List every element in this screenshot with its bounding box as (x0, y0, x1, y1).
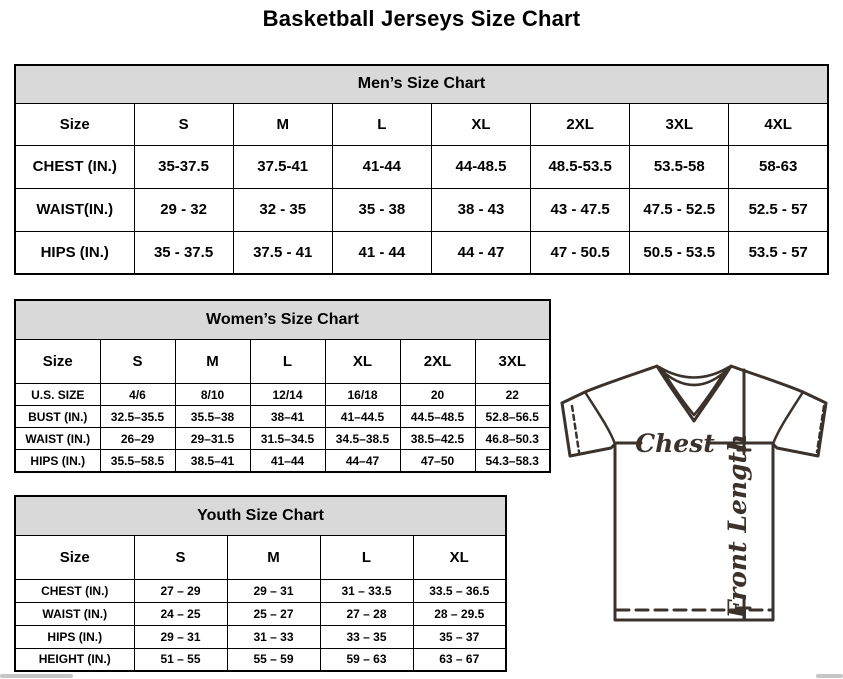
size-value-cell: 31 – 33 (227, 625, 320, 648)
size-value-cell: 46.8–50.3 (475, 428, 550, 450)
size-value-cell: 37.5 - 41 (233, 231, 332, 274)
size-value-cell: 38.5–41 (175, 450, 250, 472)
column-header: L (250, 339, 325, 383)
youth-size-table (14, 495, 507, 672)
size-value-cell: 12/14 (250, 383, 325, 405)
size-value-cell: 22 (475, 383, 550, 405)
size-value-cell: 43 - 47.5 (531, 188, 630, 231)
column-header: Size (15, 339, 100, 383)
size-value-cell: 35 - 37.5 (134, 231, 233, 274)
size-value-cell: 44-48.5 (431, 145, 530, 188)
size-value-cell: 41 - 44 (332, 231, 431, 274)
table-row (15, 602, 506, 625)
size-value-cell: 35.5–58.5 (100, 450, 175, 472)
size-value-cell: 35-37.5 (134, 145, 233, 188)
size-value-cell: 33 – 35 (320, 625, 413, 648)
size-value-cell: 4/6 (100, 383, 175, 405)
size-value-cell: 51 – 55 (134, 648, 227, 671)
table-row (15, 406, 550, 428)
row-label: HIPS (IN.) (15, 231, 134, 274)
front-length-measure-label: Front Length (723, 433, 752, 619)
table-row (15, 625, 506, 648)
column-header: M (233, 103, 332, 145)
size-value-cell: 35 – 37 (413, 625, 506, 648)
table-row (15, 383, 550, 405)
size-value-cell: 47.5 - 52.5 (630, 188, 729, 231)
row-label: HIPS (IN.) (15, 625, 134, 648)
size-value-cell: 25 – 27 (227, 602, 320, 625)
size-value-cell: 29 - 32 (134, 188, 233, 231)
size-value-cell: 44.5–48.5 (400, 406, 475, 428)
size-value-cell: 63 – 67 (413, 648, 506, 671)
size-value-cell: 26–29 (100, 428, 175, 450)
size-value-cell: 20 (400, 383, 475, 405)
column-header: 2XL (400, 339, 475, 383)
size-value-cell: 41-44 (332, 145, 431, 188)
row-label: CHEST (IN.) (15, 579, 134, 602)
column-header: M (227, 535, 320, 579)
mens-size-table (14, 64, 829, 275)
size-value-cell: 41–44.5 (325, 406, 400, 428)
column-header: 3XL (475, 339, 550, 383)
row-label: WAIST (IN.) (15, 428, 100, 450)
size-value-cell: 31.5–34.5 (250, 428, 325, 450)
column-header: S (134, 535, 227, 579)
row-label: BUST (IN.) (15, 406, 100, 428)
table-row (15, 450, 550, 472)
table-row (15, 579, 506, 602)
size-value-cell: 28 – 29.5 (413, 602, 506, 625)
size-value-cell: 47–50 (400, 450, 475, 472)
jersey-outline-shape (562, 366, 826, 620)
size-value-cell: 37.5-41 (233, 145, 332, 188)
table-row (15, 188, 828, 231)
column-header: XL (325, 339, 400, 383)
column-header: XL (431, 103, 530, 145)
column-header: 4XL (729, 103, 828, 145)
table-row (15, 428, 550, 450)
size-value-cell: 58-63 (729, 145, 828, 188)
table-row (15, 648, 506, 671)
size-value-cell: 34.5–38.5 (325, 428, 400, 450)
size-value-cell: 29–31.5 (175, 428, 250, 450)
size-value-cell: 8/10 (175, 383, 250, 405)
womens-size-table (14, 299, 551, 473)
table-caption: Men’s Size Chart (15, 65, 828, 103)
row-label: CHEST (IN.) (15, 145, 134, 188)
size-value-cell: 41–44 (250, 450, 325, 472)
table-caption: Women’s Size Chart (15, 300, 550, 339)
size-value-cell: 53.5 - 57 (729, 231, 828, 274)
jersey-measurement-diagram (553, 358, 843, 630)
size-value-cell: 38.5–42.5 (400, 428, 475, 450)
collar-band-lines (659, 367, 729, 415)
column-header: L (332, 103, 431, 145)
size-value-cell: 59 – 63 (320, 648, 413, 671)
column-header: XL (413, 535, 506, 579)
column-header: S (134, 103, 233, 145)
size-value-cell: 44–47 (325, 450, 400, 472)
size-value-cell: 50.5 - 53.5 (630, 231, 729, 274)
size-value-cell: 38 - 43 (431, 188, 530, 231)
column-header: M (175, 339, 250, 383)
size-value-cell: 35.5–38 (175, 406, 250, 428)
size-value-cell: 29 – 31 (227, 579, 320, 602)
size-value-cell: 24 – 25 (134, 602, 227, 625)
row-label: U.S. SIZE (15, 383, 100, 405)
table-caption: Youth Size Chart (15, 496, 506, 535)
size-value-cell: 16/18 (325, 383, 400, 405)
column-header: L (320, 535, 413, 579)
size-value-cell: 35 - 38 (332, 188, 431, 231)
column-header: S (100, 339, 175, 383)
column-header: 3XL (630, 103, 729, 145)
column-header: 2XL (531, 103, 630, 145)
size-value-cell: 31 – 33.5 (320, 579, 413, 602)
horizontal-scrollbar-thumb-right[interactable] (816, 674, 843, 678)
horizontal-scrollbar-thumb-left[interactable] (0, 674, 73, 678)
size-value-cell: 52.5 - 57 (729, 188, 828, 231)
column-header: Size (15, 103, 134, 145)
size-value-cell: 38–41 (250, 406, 325, 428)
size-value-cell: 47 - 50.5 (531, 231, 630, 274)
row-label: HEIGHT (IN.) (15, 648, 134, 671)
table-row (15, 145, 828, 188)
size-value-cell: 33.5 – 36.5 (413, 579, 506, 602)
row-label: WAIST (IN.) (15, 602, 134, 625)
size-value-cell: 54.3–58.3 (475, 450, 550, 472)
chest-measure-label: Chest (635, 429, 715, 458)
size-value-cell: 53.5-58 (630, 145, 729, 188)
size-value-cell: 32 - 35 (233, 188, 332, 231)
size-value-cell: 52.8–56.5 (475, 406, 550, 428)
size-value-cell: 55 – 59 (227, 648, 320, 671)
size-value-cell: 48.5-53.5 (531, 145, 630, 188)
size-value-cell: 27 – 29 (134, 579, 227, 602)
table-row (15, 231, 828, 274)
page-title: Basketball Jerseys Size Chart (262, 6, 581, 31)
size-value-cell: 27 – 28 (320, 602, 413, 625)
size-value-cell: 32.5–35.5 (100, 406, 175, 428)
size-value-cell: 44 - 47 (431, 231, 530, 274)
size-value-cell: 29 – 31 (134, 625, 227, 648)
row-label: HIPS (IN.) (15, 450, 100, 472)
column-header: Size (15, 535, 134, 579)
row-label: WAIST(IN.) (15, 188, 134, 231)
